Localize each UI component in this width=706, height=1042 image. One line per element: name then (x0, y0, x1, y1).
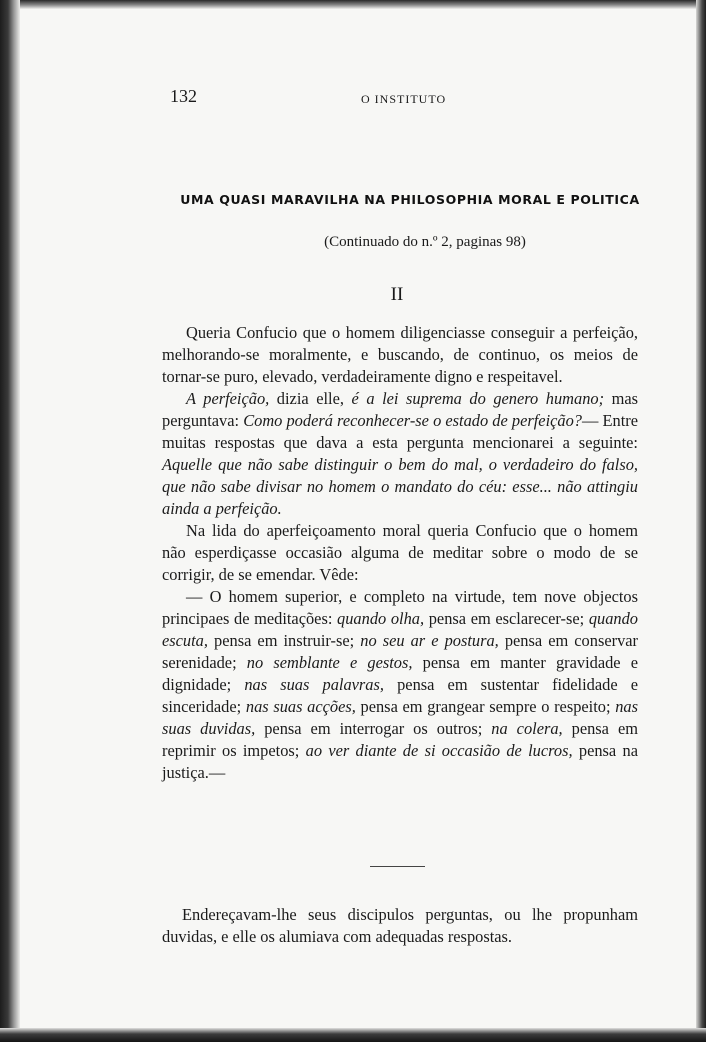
p4-quote-8: na colera, (491, 719, 563, 738)
p4-quote-9: ao ver diante de si occasião de lucros, (305, 741, 573, 760)
p4-text-3: pensa em instruir-se; (207, 631, 361, 650)
p4-quote-4: no semblante e gestos, (246, 653, 413, 672)
article-body (162, 322, 638, 784)
scan-edge-right (696, 0, 706, 1042)
p4-text-7: pensa em grangear sempre o respeito; (355, 697, 616, 716)
p4-text-10: pensa na justiça.— (162, 741, 638, 782)
scan-edge-top (0, 0, 706, 9)
paragraph-3: Na lida do aperfeiçoamento moral queria Confucio que o homem não esperdiçasse occasião alguma de meditar sobre o modo de se corrigir, de se emendar. Vêde: (162, 521, 638, 584)
continuation-note: (Continuado do n.º 2, paginas 98) (324, 234, 526, 250)
paragraph-2-quote-3: Como poderá reconhecer-se o estado de perfeição? (243, 411, 582, 430)
paragraph-2-quote-1: A perfeição, (186, 389, 270, 408)
p4-text-2: pensa em esclarecer-se; (424, 609, 589, 628)
paragraph-2-text-3: — Entre muitas respostas que dava a esta pergunta mencionarei a seguinte: (162, 411, 639, 452)
p4-text-8: pensa em interrogar os outros; (255, 719, 492, 738)
paragraph-2-quote-4: Aquelle que não sabe distinguir o bem do mal, o verdadeiro do falso, que não sabe divisar no homem o mandato do céu: esse... não attingiu ainda a perfeição. (162, 455, 638, 518)
closing-paragraph: Endereçavam-lhe seus discipulos perguntas, ou lhe propunham duvidas, e elle os alumiava com adequadas respostas. (162, 905, 638, 946)
p4-quote-6: nas suas acções, (245, 697, 356, 716)
p4-text-1: — O homem superior, e completo na virtude, tem nove objectos principaes de meditações: (162, 587, 638, 628)
closing-section (162, 904, 638, 948)
scan-edge-bottom (0, 1028, 706, 1042)
p4-quote-7: nas suas duvidas, (162, 697, 638, 738)
section-divider (370, 866, 425, 867)
p4-quote-2: quando escuta, (162, 609, 638, 650)
paragraph-1: Queria Confucio que o homem diligenciasse conseguir a perfeição, melhorando-se moralmente, e buscando, de continuo, os meios de tornar-se puro, elevado, verdadeiramente digno e respeitavel. (162, 323, 638, 386)
article-title: UMA QUASI MARAVILHA NA PHILOSOPHIA MORAL E POLITICA (180, 192, 640, 207)
p4-text-9: pensa em reprimir os impetos; (162, 719, 638, 760)
p4-quote-5: nas suas palavras, (244, 675, 384, 694)
p4-text-5: pensa em manter gravidade e dignidade; (162, 653, 638, 694)
paragraph-2-quote-2: é a lei suprema do genero humano; (351, 389, 605, 408)
paragraph-4 (162, 586, 638, 784)
p4-text-4: pensa em conservar serenidade; (162, 631, 638, 672)
paragraph-2-text-1: dizia elle, (269, 389, 352, 408)
paragraph-2 (162, 388, 638, 520)
section-numeral: II (390, 284, 404, 305)
page-number: 132 (170, 86, 197, 106)
p4-quote-3: no seu ar e postura, (360, 631, 499, 650)
running-head: O INSTITUTO (361, 92, 447, 106)
p4-quote-1: quando olha, (337, 609, 425, 628)
paragraph-2-text-2: mas perguntava: (162, 389, 638, 430)
p4-text-6: pensa em sustentar fidelidade e sinceridade; (162, 675, 639, 716)
scan-edge-left (0, 0, 20, 1042)
